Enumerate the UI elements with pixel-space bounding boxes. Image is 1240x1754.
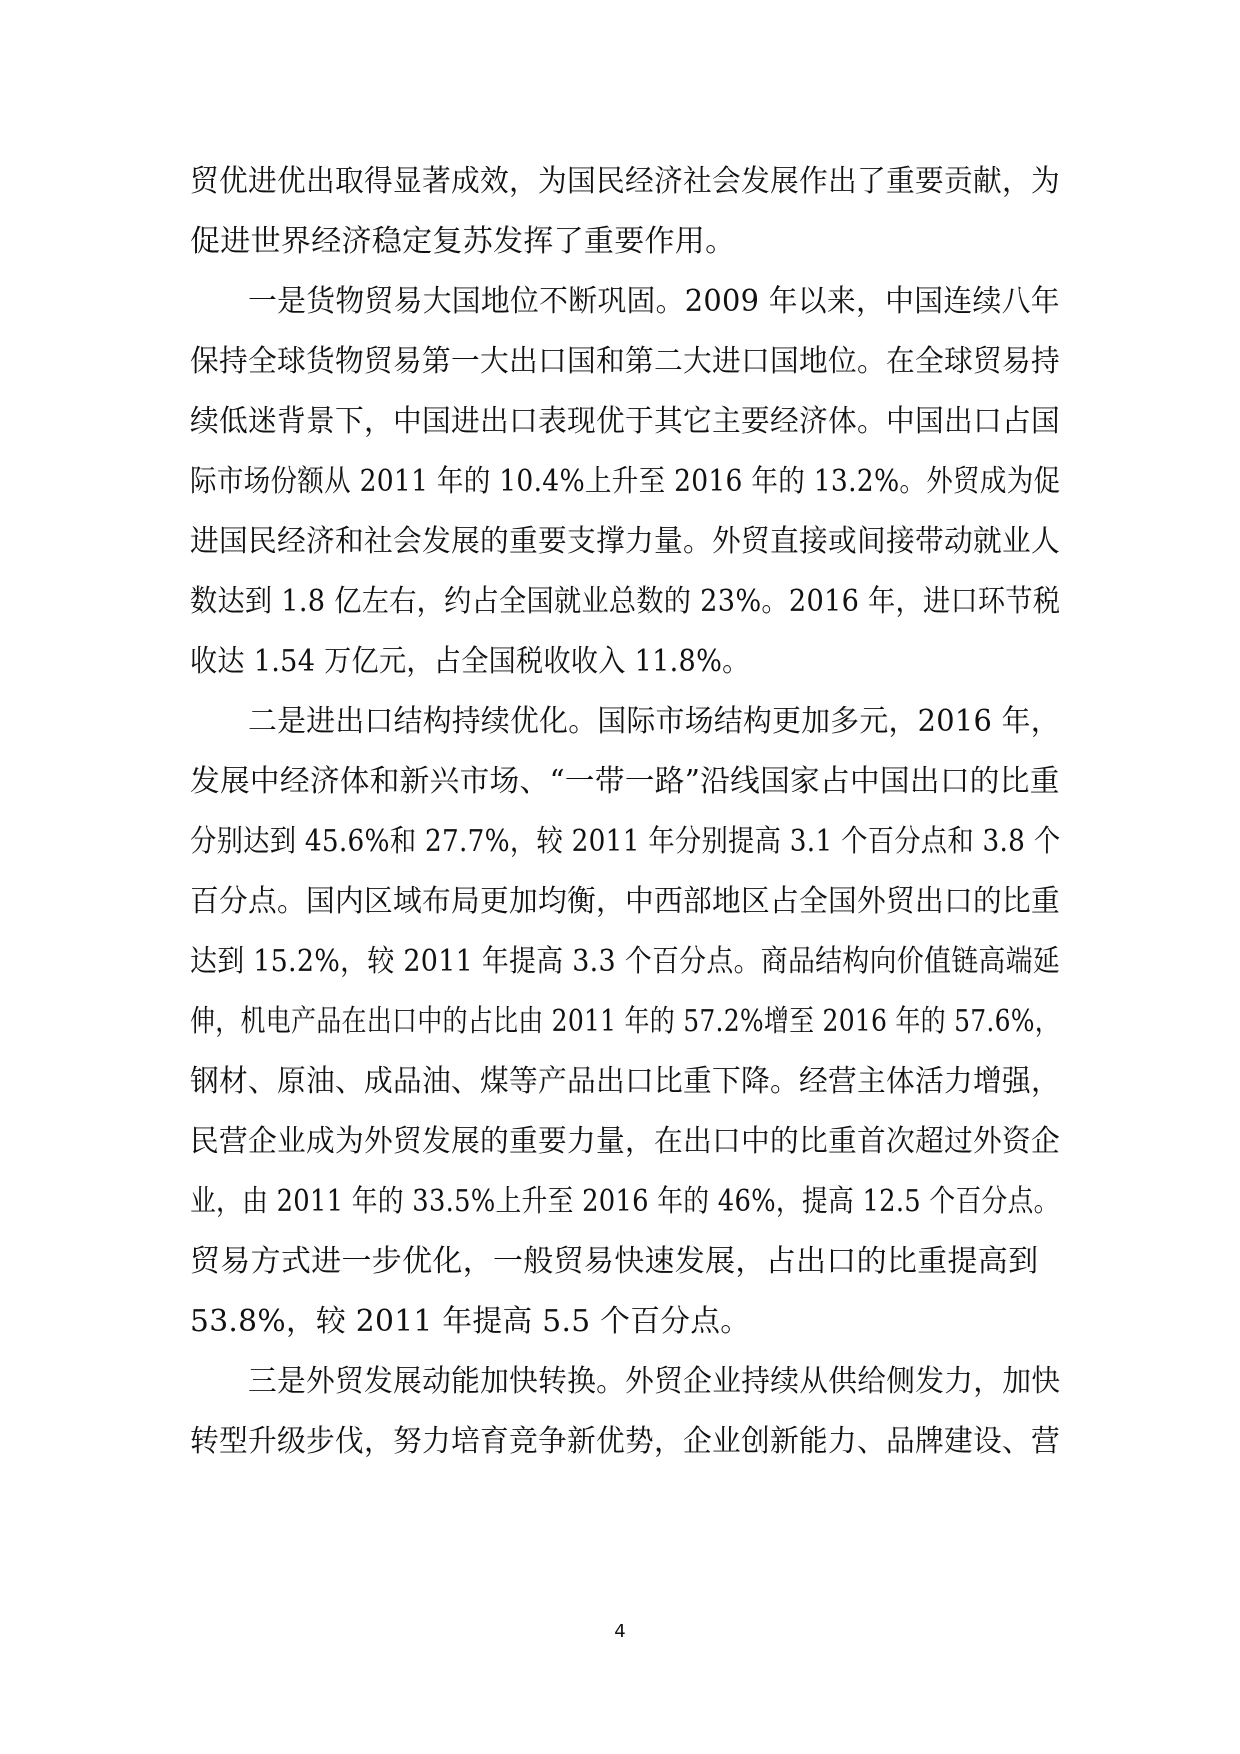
text-line-12: 分别达到 45.6%和 27.7%，较 2011 年分别提高 3.1 个百分点和 3.8 个 [190, 824, 1061, 859]
text-line-17: 民营企业成为外贸发展的重要力量，在出口中的比重首次超过外资企 [190, 1124, 1061, 1159]
text-line-1: 贸优进优出取得显著成效，为国民经济社会发展作出了重要贡献，为 [190, 164, 1061, 199]
text-line-6: 际市场份额从 2011 年的 10.4%上升至 2016 年的 13.2%。外贸成为促 [190, 464, 1061, 499]
text-line-21: 三是外贸发展动能加快转换。外贸企业持续从供给侧发力，加快 [248, 1364, 1061, 1399]
page-number: 4 [614, 1621, 626, 1642]
text-line-2: 促进世界经济稳定复苏发挥了重要作用。 [190, 224, 736, 259]
text-line-15: 伸，机电产品在出口中的占比由 2011 年的 57.2%增至 2016 年的 57.6%， [190, 1004, 1060, 1039]
text-line-18: 业，由 2011 年的 33.5%上升至 2016 年的 46%，提高 12.5 个百分点。 [190, 1184, 1060, 1219]
text-line-14: 达到 15.2%，较 2011 年提高 3.3 个百分点。商品结构向价值链高端延 [190, 944, 1061, 979]
text-line-11: 发展中经济体和新兴市场、“一带一路”沿线国家占中国出口的比重 [190, 764, 1060, 799]
text-line-7: 进国民经济和社会发展的重要支撑力量。外贸直接或间接带动就业人 [190, 524, 1061, 559]
text-line-10: 二是进出口结构持续优化。国际市场结构更加多元，2016 年， [248, 704, 1060, 739]
text-line-3: 一是货物贸易大国地位不断巩固。2009 年以来，中国连续八年 [248, 284, 1060, 319]
text-line-8: 数达到 1.8 亿左右，约占全国就业总数的 23%。2016 年，进口环节税 [190, 584, 1061, 619]
text-line-16: 钢材、原油、成品油、煤等产品出口比重下降。经营主体活力增强， [190, 1064, 1061, 1099]
text-line-9: 收达 1.54 万亿元，占全国税收收入 11.8%。 [190, 644, 750, 679]
text-line-19: 贸易方式进一步优化，一般贸易快速发展，占出口的比重提高到 [190, 1244, 1039, 1279]
text-line-4: 保持全球货物贸易第一大出口国和第二大进口国地位。在全球贸易持 [190, 344, 1061, 379]
text-line-5: 续低迷背景下，中国进出口表现优于其它主要经济体。中国出口占国 [190, 404, 1061, 439]
text-line-22: 转型升级步伐，努力培育竞争新优势，企业创新能力、品牌建设、营 [190, 1424, 1061, 1459]
text-line-20: 53.8%，较 2011 年提高 5.5 个百分点。 [190, 1304, 751, 1339]
text-line-13: 百分点。国内区域布局更加均衡，中西部地区占全国外贸出口的比重 [190, 884, 1061, 919]
